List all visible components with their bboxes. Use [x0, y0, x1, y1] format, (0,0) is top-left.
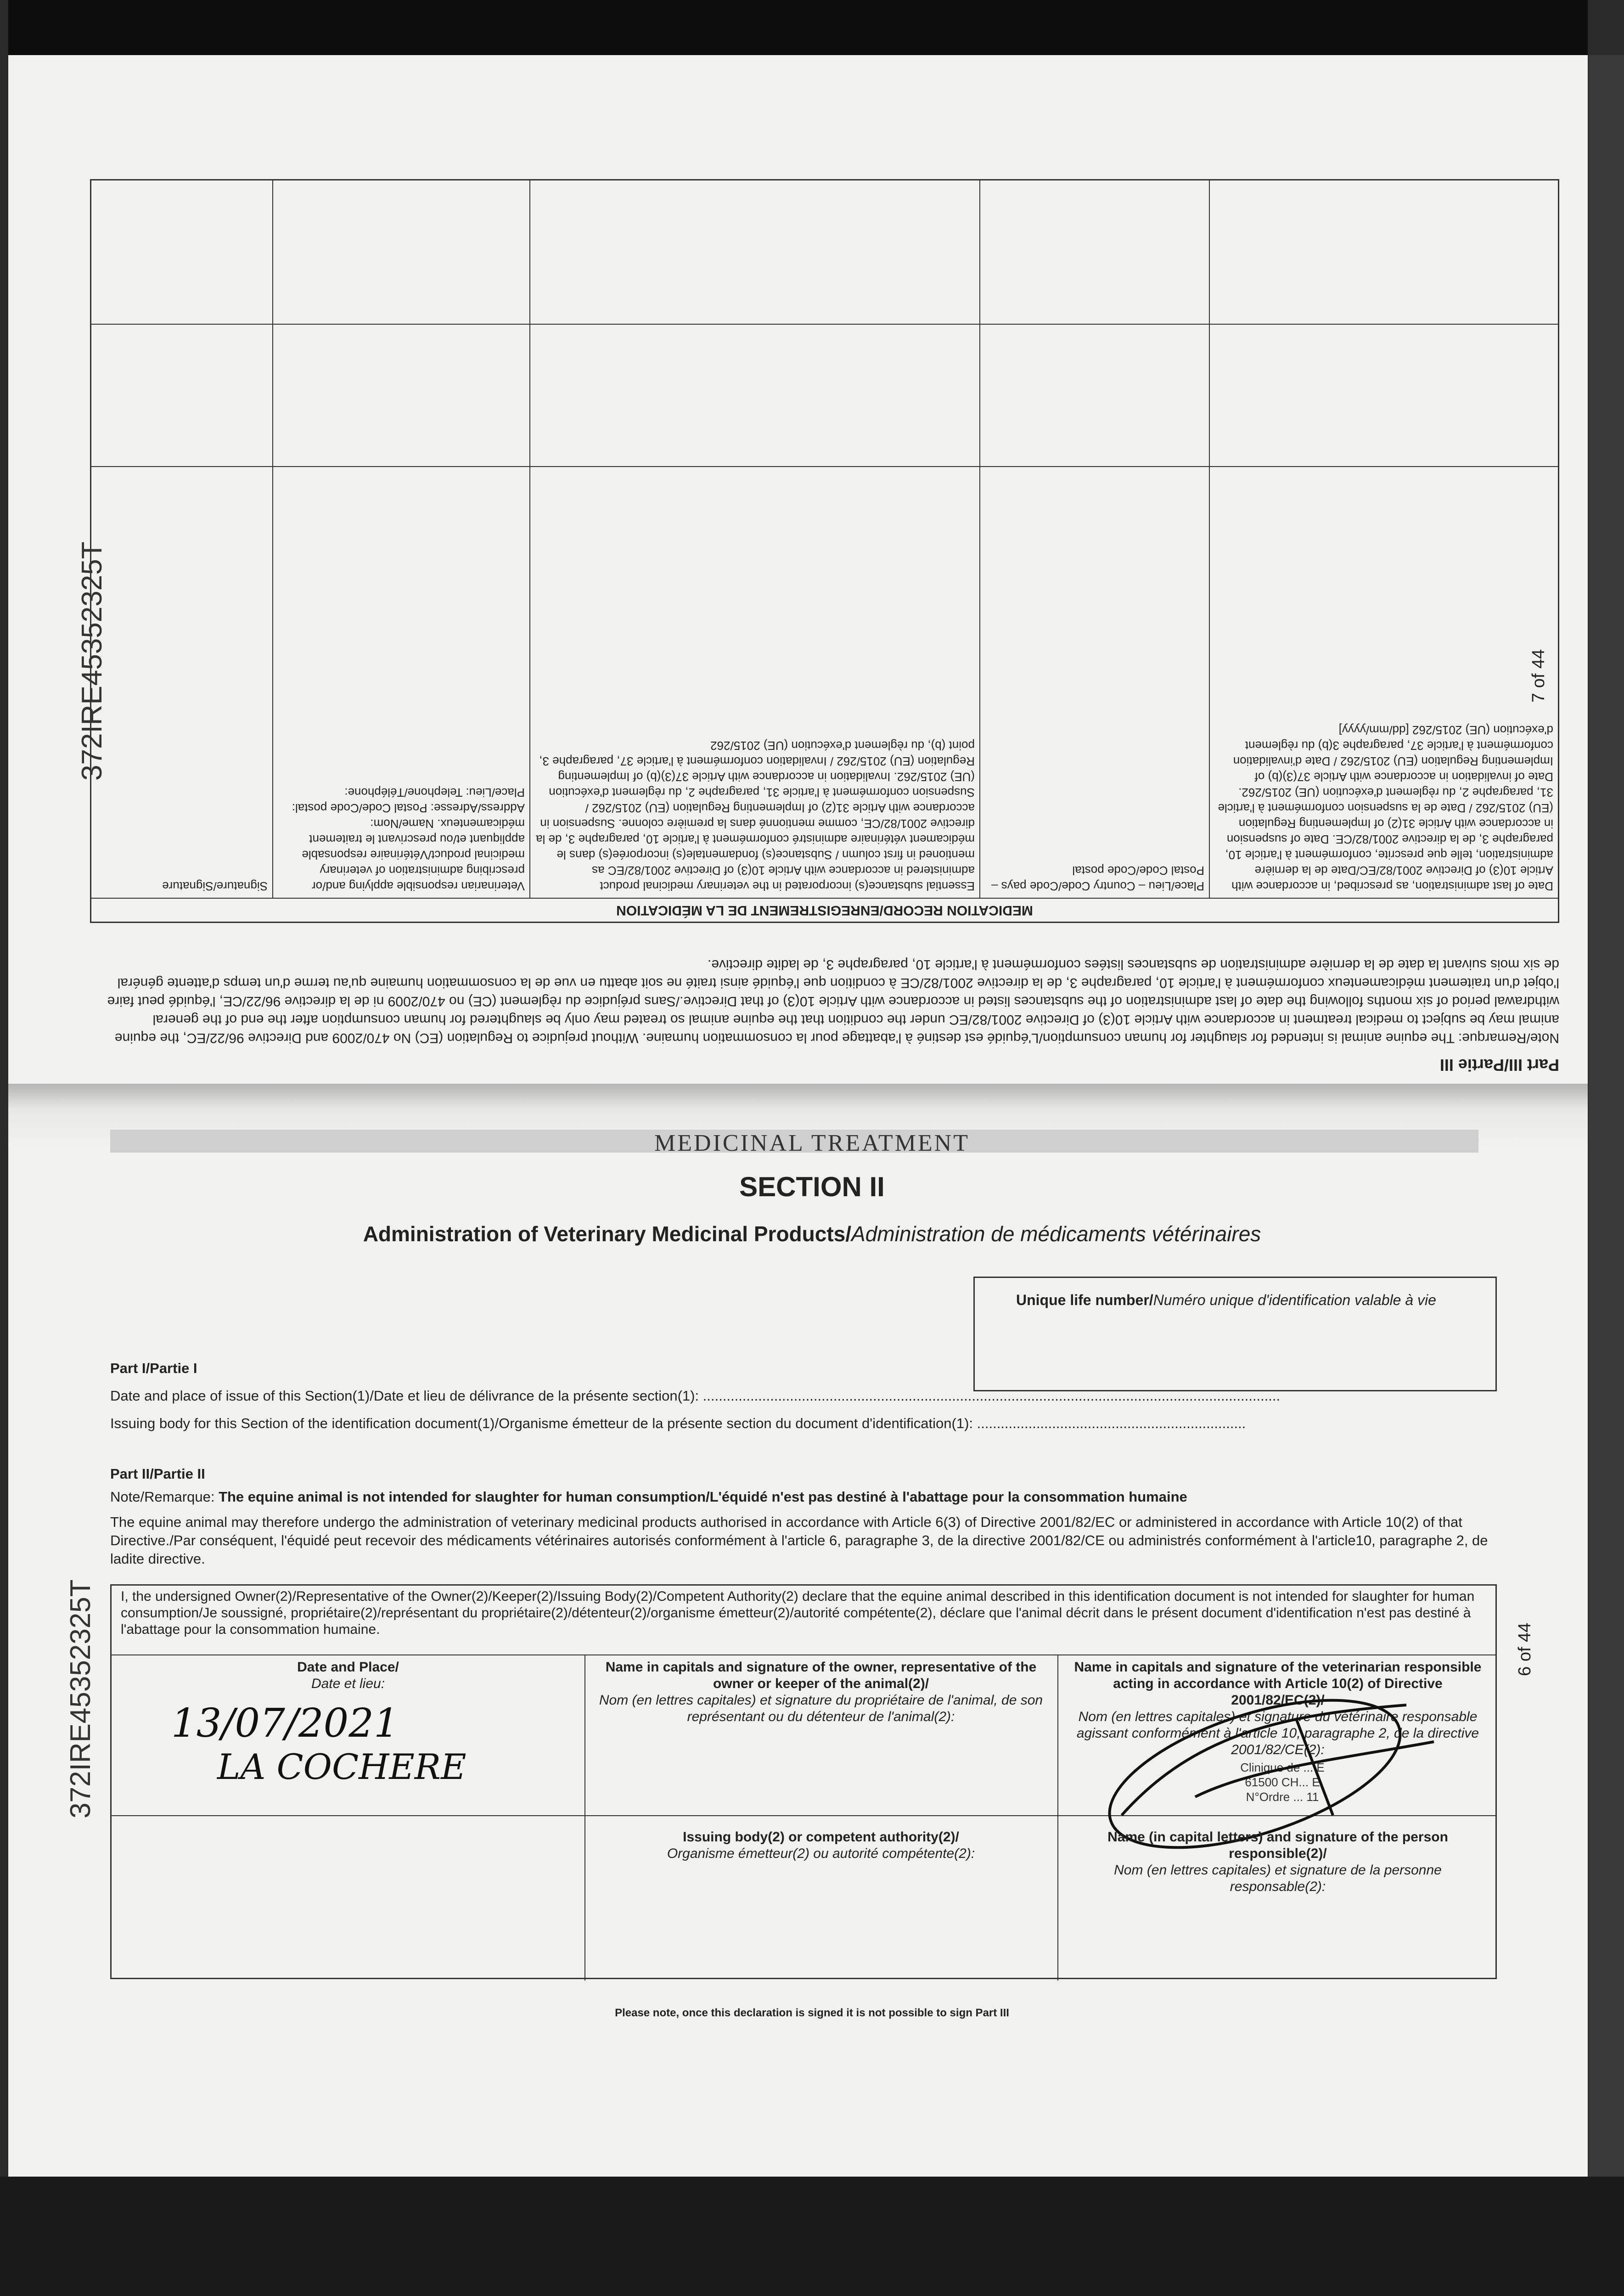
handwritten-place: LA COCHERE — [217, 1746, 466, 1787]
row-divider-2 — [91, 324, 1558, 325]
row-divider-1 — [91, 466, 1558, 467]
part1-title: Part I/Partie I — [110, 1360, 197, 1376]
unique-life-number-box — [973, 1277, 1497, 1391]
scanner-bottom-edge — [0, 2177, 1624, 2296]
person-responsible-label: Name (in capital letters) and signature of the person responsible(2)/ — [1107, 1829, 1448, 1861]
part2-note-prefix: Note/Remarque: — [110, 1489, 219, 1505]
subtitle-en: Administration of Veterinary Medicinal Products/ — [363, 1222, 852, 1246]
banner-medicinal-treatment: MEDICINAL TREATMENT — [654, 1130, 970, 1156]
declaration-divider — [112, 1654, 1495, 1655]
lower-document-id: 372IRE45352325T — [65, 1579, 96, 1818]
date-place-label-fr: Date et lieu: — [311, 1676, 385, 1691]
upper-document-id: 372IRE45352325T — [76, 541, 108, 781]
stamp-line-3: N°Ordre ... 11 — [1246, 1790, 1319, 1804]
col-date-last-administration: Date of last administration, as prescribed, in accordance with Article 10(3) of Directive 2001/82/EC/Date de la dernière administration, telle que prescrite, conformément à l'article 10, paragraphe 3, de la directive 2001/82/CE. Date of suspension in accordance with Article 31(2) of Implementing Regulation (EU) 2015/262 / Date de la suspension conformément à l'article 31, paragraphe 2, du règlement d'exécution (UE) 2015/262. Date of invalidation in accordance with Article 37(3)(b) of Implementing Regulation (EU) 2015/262 / Date d'invalidation conformément à l'article 37, paragraphe 3(b) du règlement d'exécution (UE) 2015/262 [dd/mm/yyyy] — [1209, 180, 1558, 899]
upper-page-number: 7 of 44 — [1529, 649, 1548, 703]
stamp-line-1: Clinique de ... E — [1240, 1761, 1325, 1774]
vet-label: Name in capitals and signature of the veterinarian responsible acting in accordance with Article 10(2) of Directive 2001/82/EC(2)/ — [1074, 1660, 1482, 1708]
person-responsible-label-fr: Nom (en lettres capitales) et signature de la personne responsable(2): — [1114, 1863, 1442, 1894]
part2-title: Part II/Partie II — [110, 1466, 205, 1482]
uln-label — [1016, 1292, 1436, 1309]
part2-note-text: The equine animal is not intended for slaughter for human consumption/L'équidé n'est pas destiné à l'abattage pour la consommation humaine — [219, 1489, 1187, 1505]
uln-label-fr: Numéro unique d'identification valable à vie — [1153, 1292, 1436, 1308]
col-veterinarian: Veterinarian responsible applying and/or prescribing administration of veterinary medicinal product/Vétérinaire responsable appliquant et/ou prescrivant le traitement médicamenteux. Name/Nom: Address/Adresse: Postal Code/Code postal: Place/Lieu: Telephone/Téléphone: — [272, 180, 529, 899]
lower-page — [0, 1111, 1624, 2167]
part1-date-place-line: Date and place of issue of this Section(1)/Date et lieu de délivrance de la présente section(1): .................................................................................................................................................. — [110, 1388, 1281, 1404]
upper-page-rotated — [0, 0, 1624, 1102]
issuing-body-label-fr: Organisme émetteur(2) ou autorité compétente(2): — [667, 1846, 975, 1861]
declaration-text: I, the undersigned Owner(2)/Representative of the Owner(2)/Keeper(2)/Issuing Body(2)/Competent Authority(2) declare that the equine animal described in this identification document is not intended for slaughter for human consumption/Je soussigné, propriétaire(2)/représentant du propriétaire(2)/détenteur(2)/organisme émetteur(2)/autorité compétente(2), déclare que l'animal décrit dans le présent document d'identification n'est pas destiné à l'abattage pour la consommation humaine. — [121, 1589, 1475, 1637]
declaration-box — [110, 1584, 1497, 1979]
part2-body: The equine animal may therefore undergo the administration of veterinary medicinal products authorised in accordance with Article 6(3) of Directive 2001/82/EC or administered in accordance with Article 10(2) of that Directive./Par conséquent, l'équidé peut recevoir des médicaments vétérinaires autorisés conformément à l'article 6, paragraphe 3, de la directive 2001/82/CE ou administrés conformément à l'article10, paragraphe 2, de ladite directive. — [110, 1514, 1488, 1567]
section-title: SECTION II — [739, 1171, 885, 1202]
section-subtitle — [0, 1221, 1624, 1246]
col-place: Place/Lieu – Country Code/Code pays – Postal Code/Code postal — [979, 180, 1209, 899]
col-essential-substances: Essential substance(s) incorporated in the veterinary medicinal product administered in accordance with Article 10(3) of Directive 2001/82/EC as mentioned in first column / Substance(s) fondamentale(s) incorporée(s) dans le médicament vétérinaire administré conformément à l'article 10, paragraphe 3, de la directive 2001/82/CE, comme mentionné dans la première colonne. Suspension in accordance with Article 31(2) of Implementing Regulation (EU) 2015/262 / Suspension conformément à l'article 31, paragraphe 2, du règlement d'exécution (UE) 2015/262. Invalidation in accordance with Article 37(3)(b) of Implementing Regulation (EU) 2015/262 / Invalidation conformément à l'article 37, paragraphe 3, point (b), du règlement d'exécution (UE) 2015/262 — [529, 180, 979, 899]
issuing-body-label: Issuing body(2) or competent authority(2)/ — [683, 1829, 959, 1845]
lower-page-number: 6 of 44 — [1515, 1622, 1534, 1676]
col-divider-1 — [584, 1654, 585, 1981]
part2-note — [110, 1488, 1497, 1506]
medication-record-title: MEDICATION RECORD/ENREGISTREMENT DE LA MÉDICATION — [91, 898, 1558, 922]
handwritten-date: 13/07/2021 — [171, 1700, 399, 1746]
col-signature: Signature/Signature — [162, 879, 268, 893]
owner-label-fr: Nom (en lettres capitales) et signature du propriétaire de l'animal, de son représentant ou du détenteur de l'animal(2): — [599, 1693, 1043, 1724]
footer-note: Please note, once this declaration is signed it is not possible to sign Part III — [615, 2007, 1009, 2019]
uln-label-en: Unique life number/ — [1016, 1292, 1153, 1308]
stamp-line-2: 61500 CH... E — [1245, 1775, 1320, 1789]
medication-record-table — [90, 179, 1559, 923]
part3-note: Note/Remarque: The equine animal is intended for slaughter for human consumption/L'équidé est destiné à l'abattage pour la consommation humaine. Without prejudice to Regulation (EC) No 470/2009 and Directive 96/22/EC, the equine animal may be subject to medical treatment in accordance with Article 10(3) of Directive 2001/82/EC under the condition that the equine animal so treated may only be slaughtered for human consumption after the end of the general withdrawal period of six months following the date of last administration of the substances listed in accordance with Article 10(3) of that Directive./Sans préjudice du règlement (CE) no 470/2009 ni de la directive 96/22/CE, l'équidé peut faire l'objet d'un traitement médicamenteux conformément à l'article 10, paragraphe 3, de la directive 2001/82/CE à condition que l'équidé ainsi traité ne soit abattu en vue de la consommation humaine qu'au terme d'un temps d'attente général de six mois suivant la date de la dernière administration de substances listées conformément à l'article 10, paragraphe 3, de ladite directive. — [107, 957, 1559, 1046]
vet-label-fr: Nom (en lettres capitales) et signature du vétérinaire responsable agissant conformément à l'article 10, paragraphe 2, de la directive 2001/82/CE(2): — [1076, 1709, 1479, 1757]
date-place-label: Date and Place/ — [297, 1660, 399, 1675]
part3-title: Part III/Partie III — [1439, 1056, 1559, 1075]
owner-label: Name in capitals and signature of the owner, representative of the owner or keeper of the animal(2)/ — [605, 1660, 1037, 1691]
part1-issuing-body-line: Issuing body for this Section of the identification document(1)/Organisme émetteur de la présente section du document d'identification(1): .................................................................... — [110, 1415, 1246, 1431]
subtitle-fr: Administration de médicaments vétérinaires — [851, 1222, 1261, 1246]
upper-page-content — [67, 156, 1559, 1075]
vet-signature-scribble — [1057, 1677, 1471, 1852]
